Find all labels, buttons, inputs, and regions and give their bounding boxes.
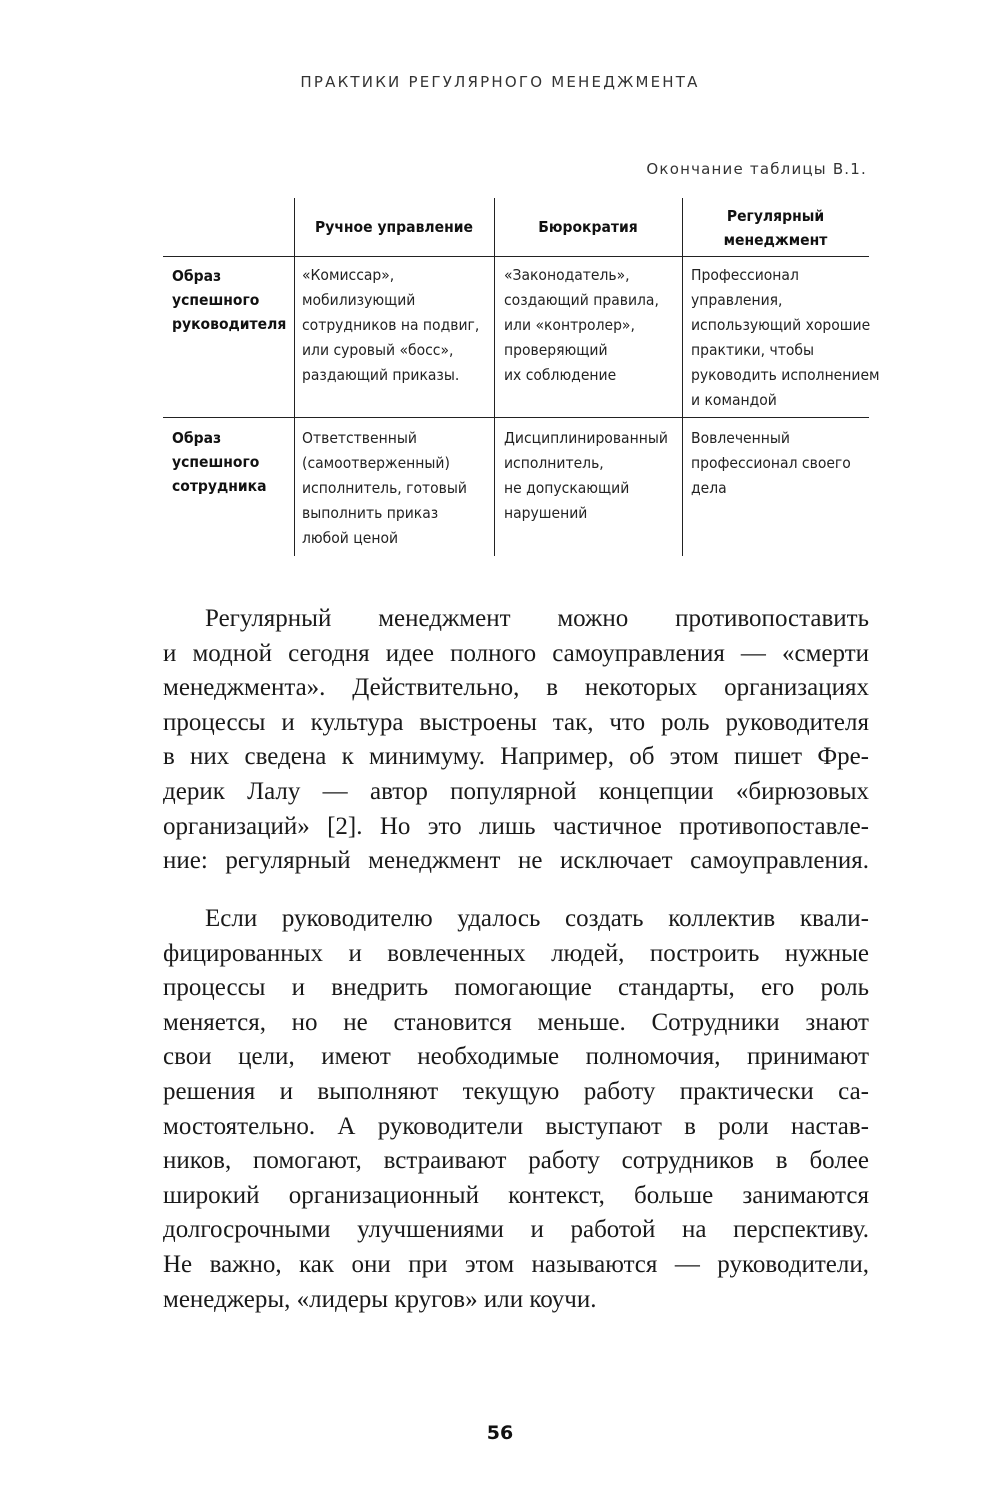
text-line: ние: регулярный менеджмент не исключает самоуправления. — [163, 847, 869, 875]
text-line: свои цели, имеют необходимые полномочия, принимают — [163, 1043, 869, 1071]
row-header-leader: Образ успешного руководителя — [172, 267, 287, 333]
text-line: и модной сегодня идее полного самоуправления — «смерти — [163, 639, 869, 667]
cell-leader-regular: Профессионал управления, использующий хорошие практики, чтобы руководить исполнением и командой — [691, 266, 880, 409]
text-line: меняется, но не становится меньше. Сотрудники знают — [163, 1008, 869, 1036]
text-line: широкий организационный контекст, больше занимаются — [163, 1181, 869, 1209]
text-line: процессы и культура выстроены так, что роль руководителя — [163, 708, 869, 736]
text-line: процессы и внедрить помогающие стандарты, его роль — [163, 974, 869, 1002]
text-line: менеджмента». Действительно, в некоторых организациях — [163, 674, 869, 702]
table-caption: Окончание таблицы В.1. — [646, 160, 867, 178]
text-line: в них сведена к минимуму. Например, об этом пишет Фре- — [163, 743, 869, 771]
text-line: организаций» [2]. Но это лишь частичное противопоставле- — [163, 812, 869, 840]
page-number: 56 — [486, 1422, 514, 1444]
cell-employee-regular: Вовлеченный профессионал своего дела — [691, 429, 851, 497]
text-line: Если руководителю удалось создать коллектив квали- — [205, 905, 869, 932]
paragraph-1 — [163, 602, 869, 879]
cell-leader-manual: «Комиссар», мобилизующий сотрудников на подвиг, или суровый «босс», раздающий приказы. — [302, 266, 480, 384]
text-line: ников, помогают, встраивают работу сотрудников в более — [163, 1147, 869, 1175]
cell-employee-bureaucracy: Дисциплинированный исполнитель, не допускающий нарушений — [504, 429, 668, 522]
row-header-employee: Образ успешного сотрудника — [172, 429, 267, 495]
column-header-bureaucracy: Бюрократия — [538, 218, 638, 236]
text-line: мостоятельно. А руководители выступают в роли настав- — [163, 1112, 869, 1140]
table-rule — [494, 198, 495, 556]
text-line: дерик Лалу — автор популярной концепции «бирюзовых — [163, 777, 869, 805]
text-line: Не важно, как они при этом называются — руководители, — [163, 1250, 869, 1278]
running-head: ПРАКТИКИ РЕГУЛЯРНОГО МЕНЕДЖМЕНТА — [300, 73, 700, 91]
text-line: решения и выполняют текущую работу практически са- — [163, 1077, 869, 1105]
text-line: менеджеры, «лидеры кругов» или коучи. — [163, 1285, 597, 1313]
text-line: долгосрочными улучшениями и работой на перспективу. — [163, 1216, 869, 1244]
paragraph-2 — [163, 902, 869, 1317]
column-header-manual: Ручное управление — [315, 218, 473, 236]
cell-leader-bureaucracy: «Законодатель», создающий правила, или «контролер», проверяющий их соблюдение — [504, 266, 659, 384]
text-line: Регулярный менеджмент можно противопоставить — [205, 605, 869, 632]
cell-employee-manual: Ответственный (самоотверженный) исполнитель, готовый выполнить приказ любой ценой — [302, 429, 467, 547]
text-line: фицированных и вовлеченных людей, построить нужные — [163, 939, 869, 967]
table-rule — [163, 256, 869, 257]
column-header-regular: Регулярный менеджмент — [723, 207, 828, 249]
table-rule — [163, 417, 869, 418]
table-rule — [294, 198, 295, 556]
